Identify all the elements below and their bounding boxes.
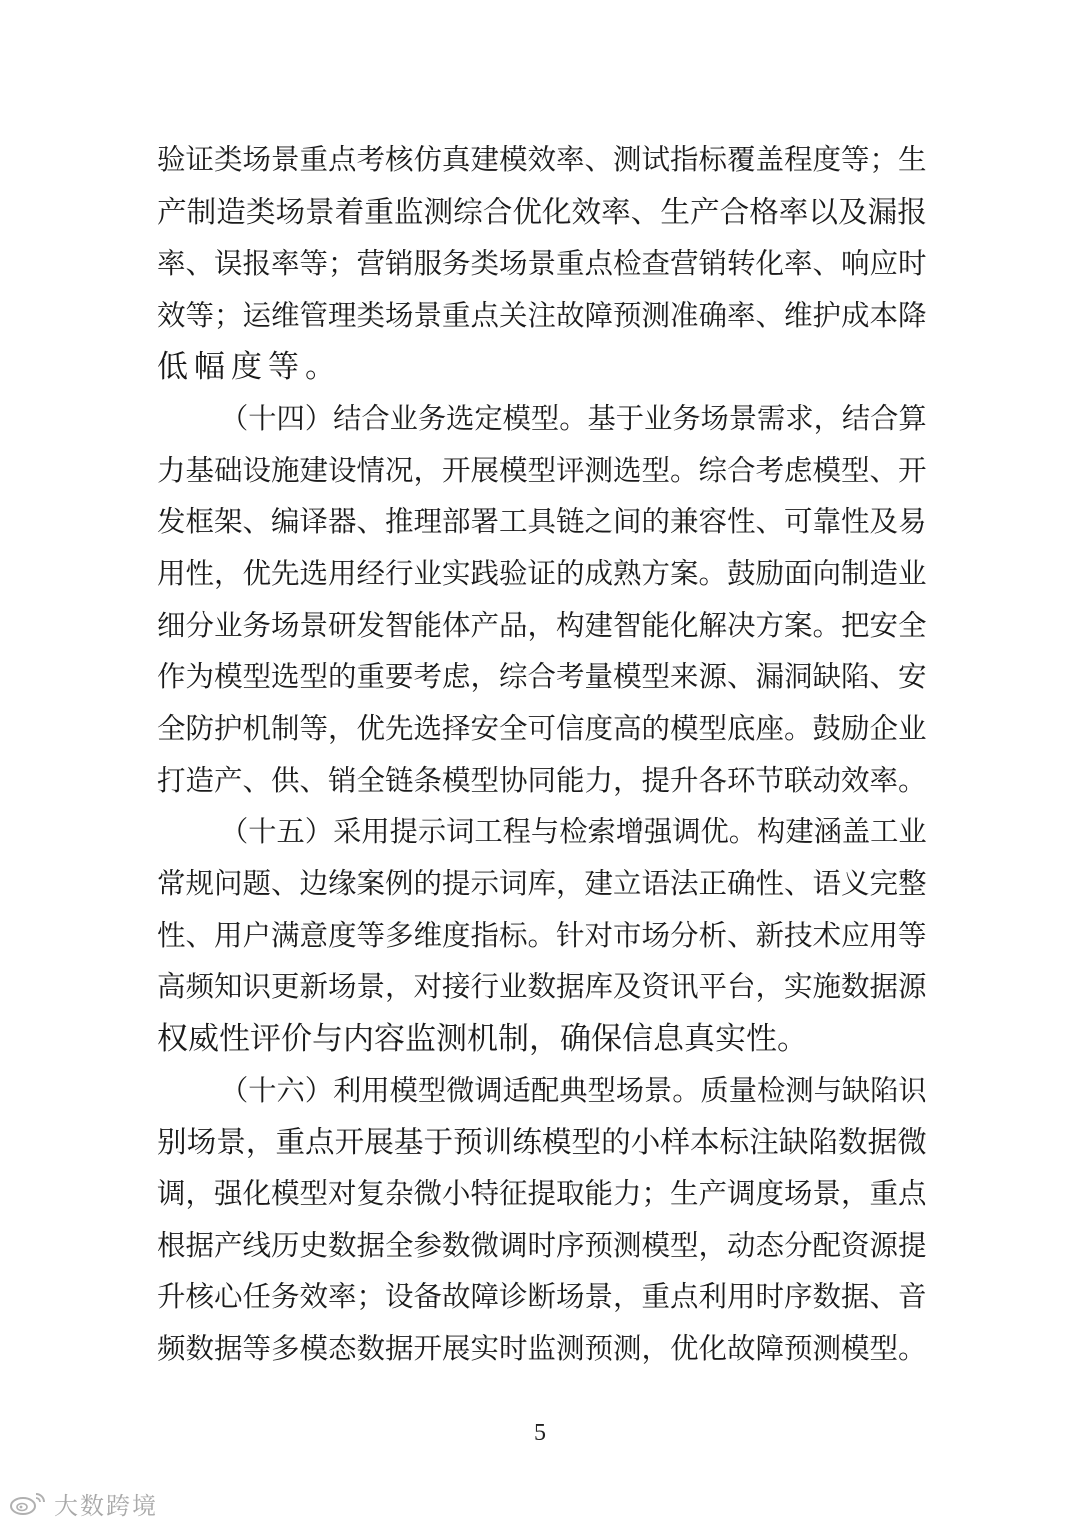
text-line: 调，强化模型对复杂微小特征提取能力；生产调度场景，重点 [157,1177,927,1210]
text-line: 作为模型选型的重要考虑，综合考量模型来源、漏洞缺陷、安 [157,660,927,693]
text-line: 升核心任务效率；设备故障诊断场景，重点利用时序数据、音 [157,1280,927,1313]
text-line: 权威性评价与内容监测机制，确保信息真实性。 [157,1021,808,1057]
watermark [8,1486,158,1520]
text-line: 发框架、编译器、推理部署工具链之间的兼容性、可靠性及易 [157,505,927,538]
text-line: 全防护机制等，优先选择安全可信度高的模型底座。鼓励企业 [157,712,927,745]
text-line: 频数据等多模态数据开展实时监测预测，优化故障预测模型。 [157,1332,927,1365]
text-line: 性、用户满意度等多维度指标。针对市场分析、新技术应用等 [157,919,927,952]
text-line: 用性，优先选用经行业实践验证的成熟方案。鼓励面向制造业 [157,557,927,590]
weibo-logo-icon [8,1490,48,1516]
section-15-heading-line: （十五）采用提示词工程与检索增强调优。构建涵盖工业 [220,815,927,848]
section-16-heading-line: （十六）利用模型微调适配典型场景。质量检测与缺陷识 [220,1074,927,1107]
watermark-text: 大数跨境 [54,1491,158,1520]
text-line: 打造产、供、销全链条模型协同能力，提升各环节联动效率。 [157,764,927,797]
text-line: 常规问题、边缘案例的提示词库，建立语法正确性、语义完整 [157,867,927,900]
text-line: 产制造类场景着重监测综合优化效率、生产合格率以及漏报 [157,195,927,229]
text-line: 高频知识更新场景，对接行业数据库及资讯平台，实施数据源 [157,970,927,1003]
text-line: 率、误报率等；营销服务类场景重点检查营销转化率、响应时 [157,247,927,280]
text-line: 验证类场景重点考核仿真建模效率、测试指标覆盖程度等；生 [157,143,927,176]
section-14-heading-line: （十四）结合业务选定模型。基于业务场景需求，结合算 [220,402,927,435]
text-line: 别场景，重点开展基于预训练模型的小样本标注缺陷数据微 [157,1125,927,1159]
page-number: 5 [534,1420,546,1446]
text-line: 力基础设施建设情况，开展模型评测选型。综合考虑模型、开 [157,454,927,487]
text-line: 细分业务场景研发智能体产品，构建智能化解决方案。把安全 [157,609,927,642]
text-line: 根据产线历史数据全参数微调时序预测模型，动态分配资源提 [157,1229,927,1262]
text-line: 低幅度等。 [157,349,342,385]
text-line: 效等；运维管理类场景重点关注故障预测准确率、维护成本降 [157,299,927,332]
